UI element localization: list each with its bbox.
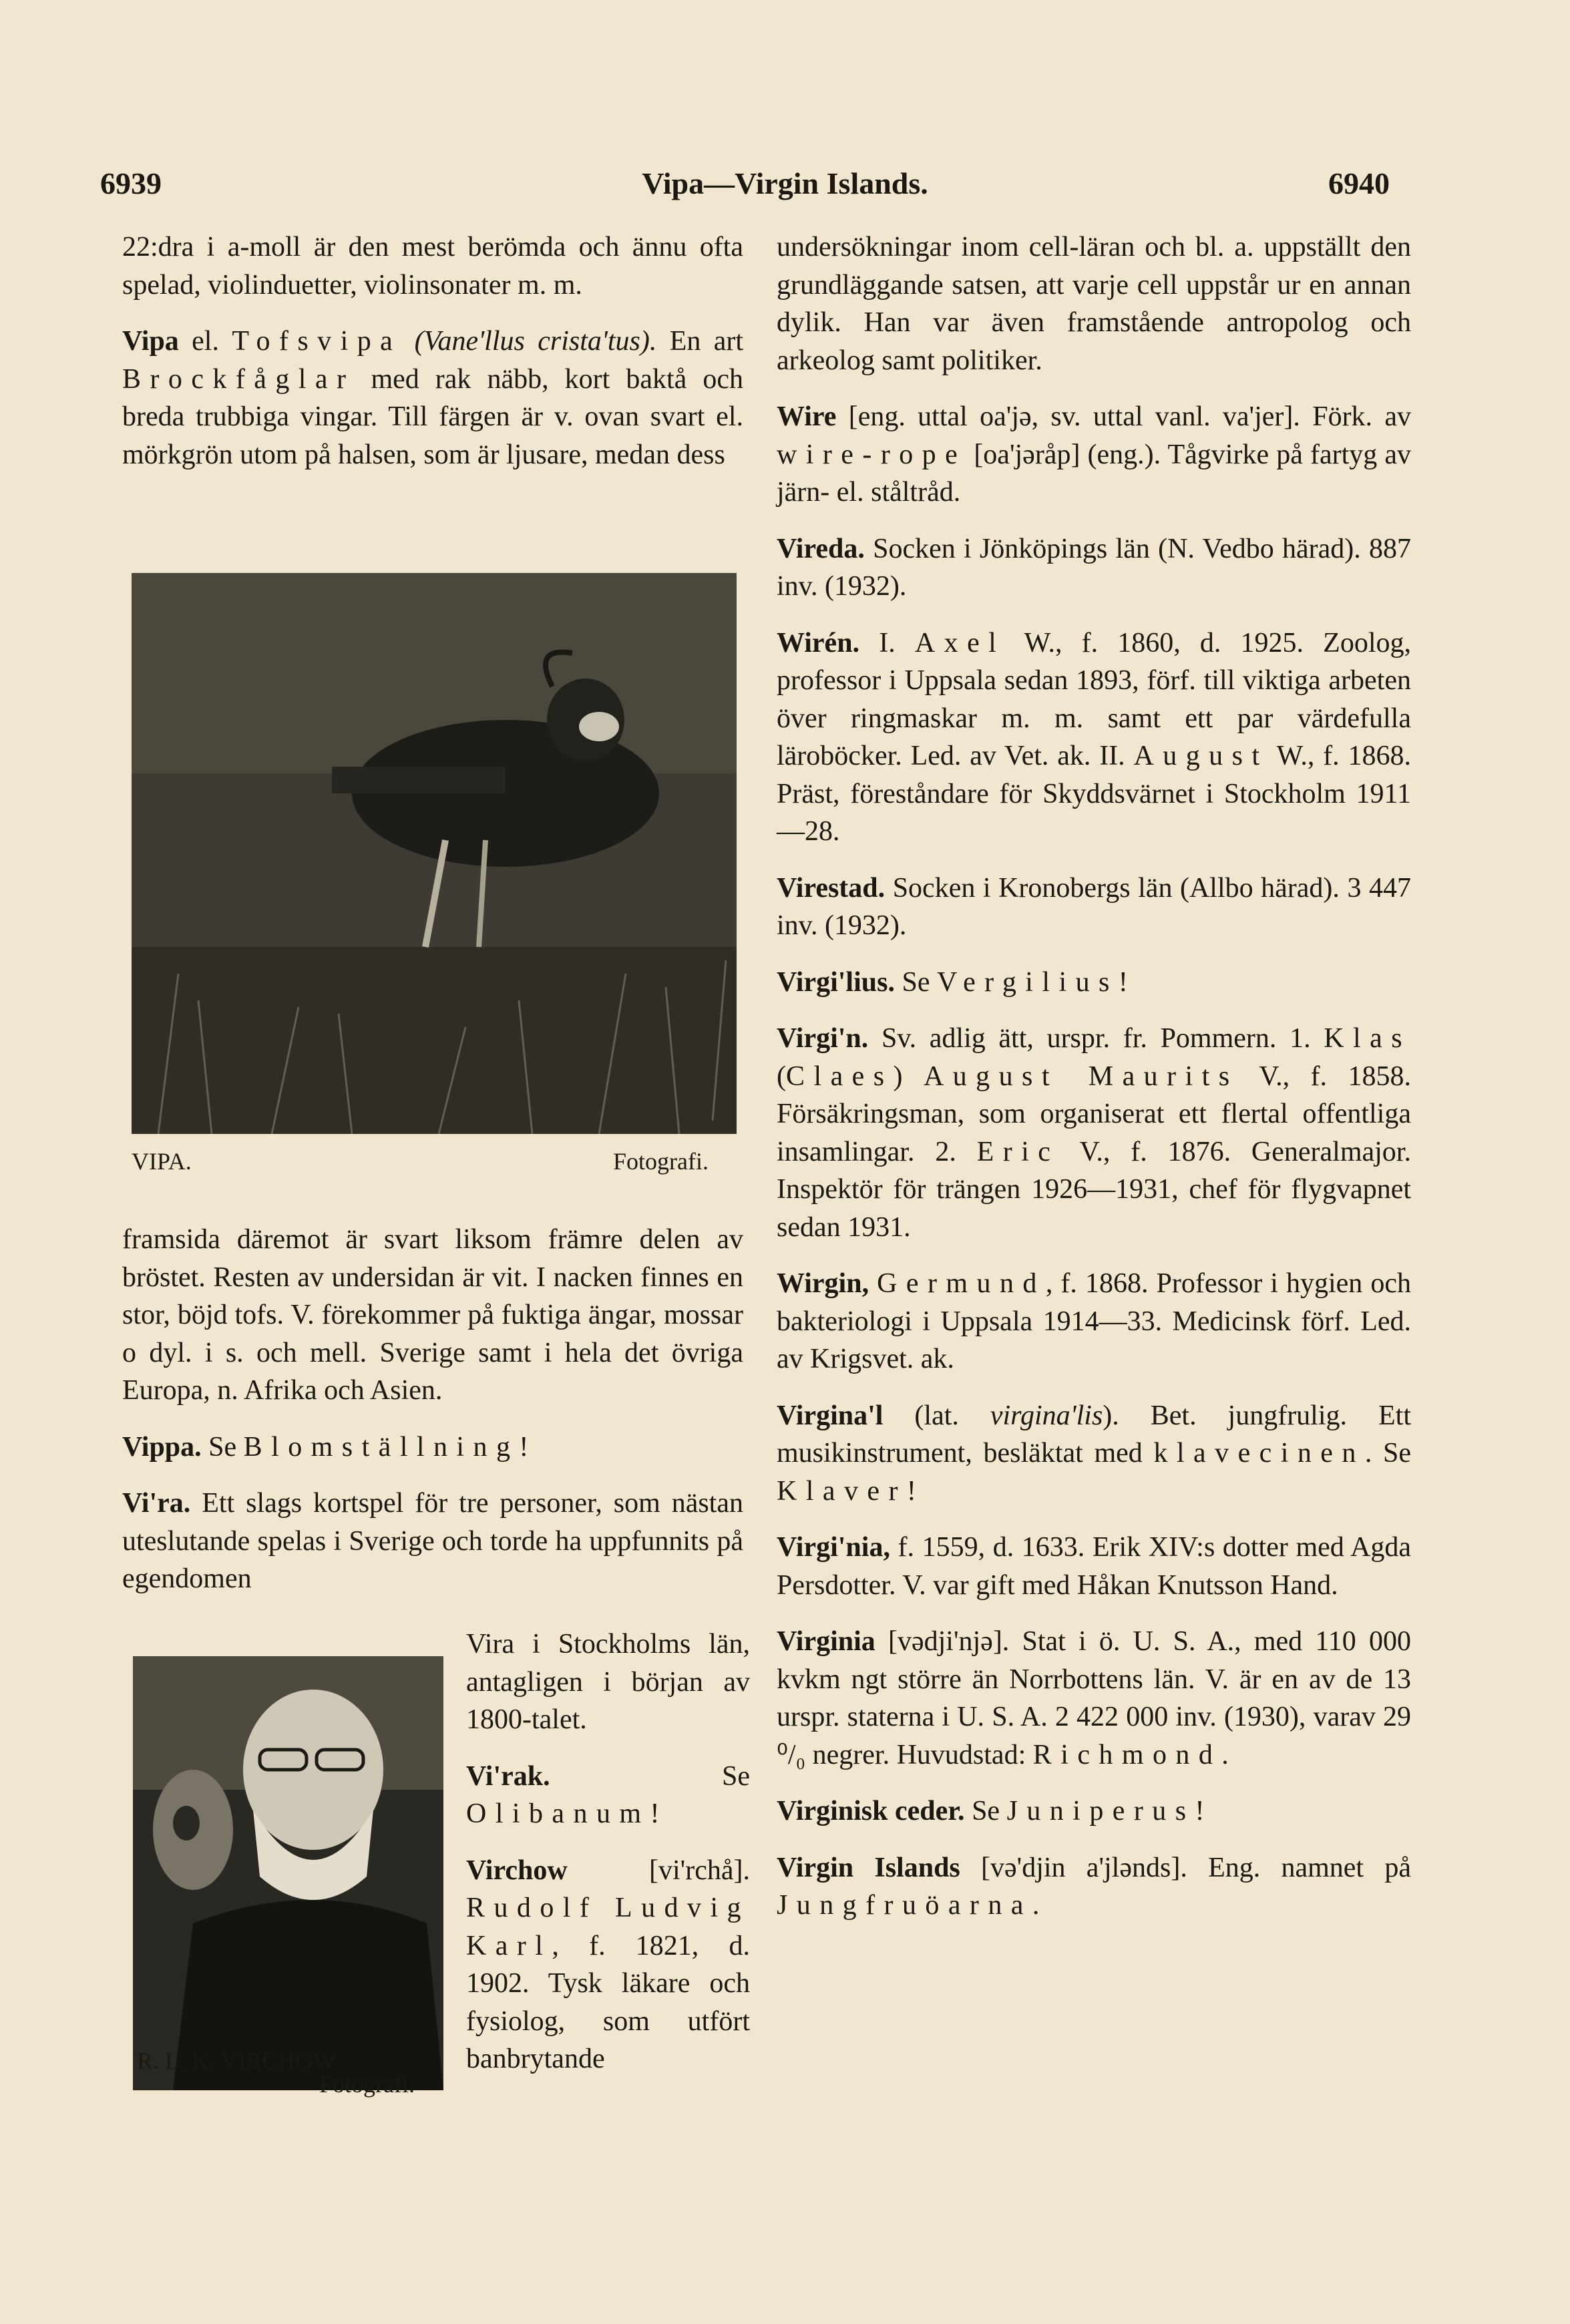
entry-vireda: Vireda. Socken i Jönköpings län (N. Vedbo härad). 887 inv. (1932).	[777, 533, 1411, 602]
running-title: Vipa—Virgin Islands.	[642, 166, 928, 200]
lapwing-photograph	[132, 573, 737, 1134]
entry-virgin: Virgi'n. Sv. adlig ätt, urspr. fr. Pommern. 1. Klas (Claes) August Maurits V., f. 1858. Försäkringsman, som organiserat ett flertal offentliga insamlingar. 2. Eric V., f. 1876. Generalmajor. Inspektör för trängen 1926—1931, chef för flygvapnet sedan 1931.	[777, 1023, 1411, 1243]
entry-vippa: Vippa. Se Blomställning!	[122, 1431, 529, 1463]
entry-wirgin: Wirgin, Germund, f. 1868. Professor i hygien och bakteriologi i Uppsala 1914—33. Medicinsk förf. Led. av Krigsvet. ak.	[777, 1268, 1411, 1374]
left-page-number: 6939	[100, 166, 162, 200]
right-page-number: 6940	[1328, 166, 1390, 200]
entry-vipa-continued: framsida däremot är svart liksom främre delen av bröstet. Resten av undersidan är vit. I nacken finnes en stor, böjd tofs. V. förekommer på fuktiga ängar, mossar o dyl. i s. och mell. Sverige samt i hela det övriga Europa, n. Afrika och Asien.	[122, 1224, 743, 1406]
photo-credit-vipa: Fotografi.	[613, 1148, 709, 1175]
entry-virgilius: Virgi'lius. Se Vergilius!	[777, 966, 1128, 998]
entry-virginia-state: Virginia [vədji'njə]. Stat i ö. U. S. A., med 110 000 kvkm ngt större än Norrbottens län. V. är en av de 13 urspr. staterna i U. S. A. 2 422 000 inv. (1930), varav 29 ⁰/₀ negrer. Huvudstad: Richmond.	[777, 1626, 1411, 1770]
photo-credit-virchow: Fotografi.	[319, 2071, 415, 2098]
photo-caption-virchow: R. L. K. VIRCHOW.	[137, 2048, 340, 2074]
photo-caption-vipa: VIPA.	[132, 1148, 192, 1175]
entry-virak: Vi'rak. Se Olibanum!	[466, 1760, 750, 1829]
entry-virgin-islands: Virgin Islands [və'djin a'jlənds]. Eng. namnet på Jungfruöarna.	[777, 1852, 1411, 1921]
entry-virginia-person: Virgi'nia, f. 1559, d. 1633. Erik XIV:s dotter med Agda Persdotter. V. var gift med Håkan Knutsson Hand.	[777, 1532, 1411, 1601]
entry-virchow-continued: undersökningar inom cell-läran och bl. a. uppställt den grundläggande satsen, att varje cell uppstår ur en annan dylik. Han var även framstående antropolog och arkeolog samt politiker.	[777, 232, 1411, 376]
right-column	[777, 228, 1411, 1925]
entry-virchow: Virchow [vi'rchå]. Rudolf Ludvig Karl, f. 1821, d. 1902. Tysk läkare och fysiolog, som utfört banbrytande	[466, 1855, 750, 2074]
entry-virestad: Virestad. Socken i Kronobergs län (Allbo härad). 3 447 inv. (1932).	[777, 872, 1411, 941]
left-column	[122, 228, 743, 473]
entry-wire: Wire [eng. uttal oa'jə, sv. uttal vanl. va'jer]. Förk. av wire-rope [oa'jəråp] (eng.). Tågvirke på fartyg av järn- el. ståltråd.	[777, 401, 1411, 508]
left-column-lower	[122, 1221, 743, 1598]
entry-continuation: 22:dra i a-moll är den mest berömda och ännu ofta spelad, violinduetter, violinsonater m. m.	[122, 232, 743, 301]
entry-virginisk-ceder: Virginisk ceder. Se Juniperus!	[777, 1796, 1205, 1826]
virchow-portrait	[133, 1656, 443, 2090]
headword: Vipa	[122, 326, 179, 357]
entry-vipa: Vipa el. Tofsvipa (Vane'llus crista'tus). En art Brockfåglar med rak näbb, kort baktå och breda trubbiga vingar. Till färgen är v. ovan svart el. mörkgrön utom på halsen, som är ljusare, medan dess	[122, 326, 744, 470]
entry-vira: Vi'ra. Ett slags kortspel för tre personer, som nästan uteslutande spelas i Sverige och torde ha uppfunnits på egendomen	[122, 1488, 743, 1594]
left-column-wrap	[466, 1625, 750, 2078]
entry-wiren: Wirén. I. Axel W., f. 1860, d. 1925. Zoolog, professor i Uppsala sedan 1893, förf. till viktiga arbeten över ringmaskar m. m. samt ett par värdefulla läroböcker. Led. av Vet. ak. II. August W., f. 1868. Präst, föreståndare för Skyddsvärnet i Stockholm 1911—28.	[777, 627, 1411, 847]
entry-vira-continued: Vira i Stockholms län, antagligen i början av 1800-talet.	[466, 1629, 750, 1735]
entry-virginal: Virgina'l (lat. virgina'lis). Bet. jungfrulig. Ett musikinstrument, besläktat med klavecinen. Se Klaver!	[777, 1400, 1412, 1507]
